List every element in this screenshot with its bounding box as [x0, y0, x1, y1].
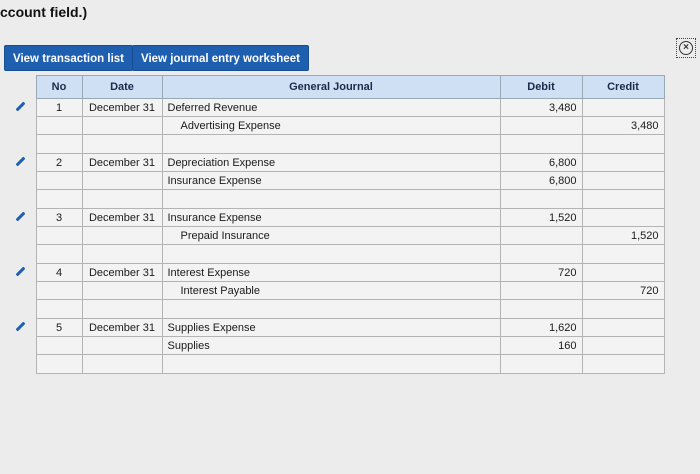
debit-account: Depreciation Expense: [162, 154, 500, 172]
credit-amount: [582, 154, 664, 172]
column-no: No: [36, 76, 82, 99]
close-button[interactable]: [676, 38, 696, 58]
entry-spacer: [4, 245, 664, 264]
close-icon: ×: [679, 41, 693, 55]
edit-entry-button[interactable]: [4, 209, 36, 227]
entry-date: December 31: [82, 154, 162, 172]
table-row: [4, 99, 664, 117]
column-credit: Credit: [582, 76, 664, 99]
pencil-icon: [16, 101, 26, 111]
debit-account: Insurance Expense: [162, 209, 500, 227]
entry-date: December 31: [82, 99, 162, 117]
general-journal-table: [4, 75, 665, 374]
debit-amount: [500, 282, 582, 300]
column-debit: Debit: [500, 76, 582, 99]
debit-amount: 3,480: [500, 99, 582, 117]
debit-account: Interest Expense: [162, 264, 500, 282]
debit-account: Deferred Revenue: [162, 99, 500, 117]
table-row: [4, 117, 664, 135]
entry-spacer: [4, 300, 664, 319]
entry-spacer: [4, 190, 664, 209]
entry-number: 2: [36, 154, 82, 172]
table-row: [4, 227, 664, 245]
pencil-icon: [16, 266, 26, 276]
edit-entry-button[interactable]: [4, 264, 36, 282]
pencil-icon: [16, 321, 26, 331]
entry-number: 4: [36, 264, 82, 282]
debit-amount: 1,620: [500, 319, 582, 337]
credit-amount: [582, 264, 664, 282]
table-row: [4, 319, 664, 337]
entry-number: 5: [36, 319, 82, 337]
column-date: Date: [82, 76, 162, 99]
edit-entry-button[interactable]: [4, 319, 36, 337]
debit-amount: 720: [500, 264, 582, 282]
table-row: [4, 264, 664, 282]
credit-account: Interest Payable: [162, 282, 500, 300]
view-transaction-list-button[interactable]: View transaction list: [4, 45, 133, 71]
credit-account: Prepaid Insurance: [162, 227, 500, 245]
credit-amount: 720: [582, 282, 664, 300]
debit-amount: 6,800: [500, 172, 582, 190]
debit-amount: 160: [500, 337, 582, 355]
credit-amount: 3,480: [582, 117, 664, 135]
debit-amount: [500, 227, 582, 245]
credit-amount: [582, 172, 664, 190]
entry-number: 1: [36, 99, 82, 117]
pencil-icon: [16, 156, 26, 166]
debit-account: Supplies Expense: [162, 319, 500, 337]
credit-amount: [582, 209, 664, 227]
credit-amount: [582, 99, 664, 117]
credit-amount: [582, 319, 664, 337]
credit-amount: 1,520: [582, 227, 664, 245]
table-row: [4, 209, 664, 227]
credit-amount: [582, 337, 664, 355]
debit-amount: 6,800: [500, 154, 582, 172]
instruction-text: ccount field.): [0, 4, 88, 20]
edit-entry-button[interactable]: [4, 99, 36, 117]
pencil-icon: [16, 211, 26, 221]
credit-account: Insurance Expense: [162, 172, 500, 190]
debit-amount: 1,520: [500, 209, 582, 227]
debit-amount: [500, 117, 582, 135]
entry-spacer: [4, 135, 664, 154]
view-journal-entry-worksheet-button[interactable]: View journal entry worksheet: [132, 45, 309, 71]
table-header-row: [4, 76, 664, 99]
table-row: [4, 282, 664, 300]
edit-entry-button[interactable]: [4, 154, 36, 172]
credit-account: Advertising Expense: [162, 117, 500, 135]
table-row: [4, 154, 664, 172]
table-row: [4, 172, 664, 190]
entry-date: December 31: [82, 264, 162, 282]
entry-number: 3: [36, 209, 82, 227]
entry-date: December 31: [82, 209, 162, 227]
entry-spacer: [4, 355, 664, 374]
column-general-journal: General Journal: [162, 76, 500, 99]
entry-date: December 31: [82, 319, 162, 337]
table-row: [4, 337, 664, 355]
credit-account: Supplies: [162, 337, 500, 355]
